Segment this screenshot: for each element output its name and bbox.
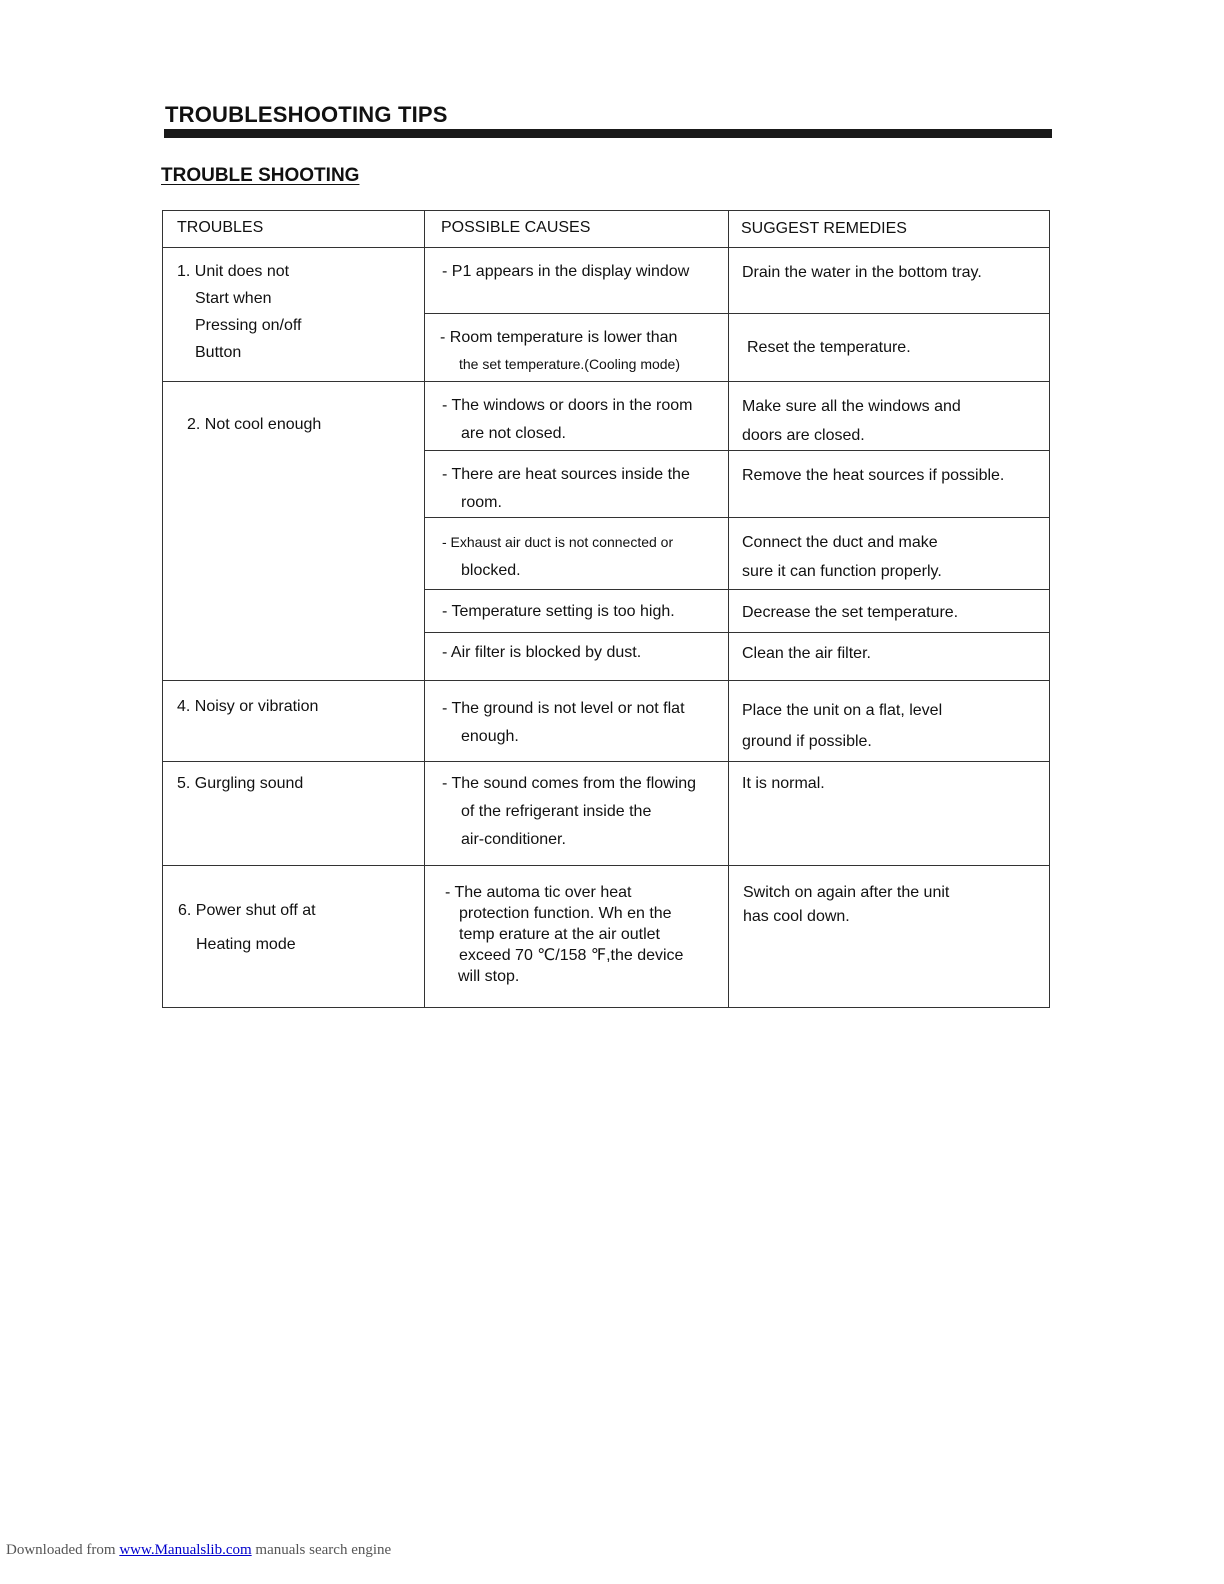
cause-line: - Temperature setting is too high. (442, 603, 675, 620)
cause-line: - Air filter is blocked by dust. (442, 644, 642, 661)
cause-line: - The automa tic over heat (445, 884, 632, 901)
section-title: TROUBLE SHOOTING (161, 165, 360, 186)
table-row (163, 382, 1050, 451)
remedy-line: Reset the temperature. (747, 339, 911, 356)
table-header-row (163, 211, 1050, 248)
remedy-cell (729, 762, 1050, 866)
trouble-cell-noisy-or-vibration (163, 681, 425, 762)
cause-cell (425, 451, 729, 518)
remedy-cell (729, 681, 1050, 762)
remedy-line: It is normal. (742, 775, 825, 792)
remedy-line: Clean the air filter. (742, 645, 871, 662)
cause-cell (425, 633, 729, 681)
remedy-cell (729, 866, 1050, 1008)
remedy-line: Switch on again after the unit (743, 884, 950, 901)
remedy-line: ground if possible. (742, 733, 872, 750)
cause-cell (425, 314, 729, 382)
cause-line: of the refrigerant inside the (461, 803, 652, 820)
cause-line: - There are heat sources inside the (442, 466, 690, 483)
cause-line: - Room temperature is lower than (440, 329, 678, 346)
remedy-line: Connect the duct and make (742, 534, 938, 551)
cause-line: are not closed. (461, 425, 566, 442)
remedy-cell (729, 382, 1050, 451)
cause-line: temp erature at the air outlet (459, 926, 660, 943)
header-troubles: TROUBLES (163, 211, 425, 248)
cause-line: will stop. (458, 968, 520, 985)
cause-line: blocked. (461, 562, 521, 579)
table-row (163, 248, 1050, 314)
trouble-cell-gurgling-sound (163, 762, 425, 866)
cause-line: enough. (461, 728, 519, 745)
cause-cell (425, 681, 729, 762)
remedy-line: sure it can function properly. (742, 563, 942, 580)
trouble-line: 2. Not cool enough (187, 416, 322, 433)
remedy-line: Drain the water in the bottom tray. (742, 264, 982, 281)
remedy-line: Place the unit on a flat, level (742, 702, 943, 719)
remedy-cell (729, 451, 1050, 518)
remedy-line: Remove the heat sources if possible. (742, 467, 1005, 484)
remedy-cell (729, 518, 1050, 590)
cause-cell (425, 518, 729, 590)
footer-prefix: Downloaded from (6, 1542, 120, 1558)
title-rule (164, 129, 1052, 138)
trouble-line: Pressing on/off (195, 317, 302, 334)
table-row (163, 866, 1050, 1008)
trouble-line: 6. Power shut off at (178, 902, 316, 919)
manualslib-link[interactable]: www.Manualslib.com (119, 1542, 252, 1558)
cause-line: air-conditioner. (461, 831, 566, 848)
page-title: TROUBLESHOOTING TIPS (165, 102, 448, 127)
remedy-cell (729, 590, 1050, 633)
cause-cell (425, 866, 729, 1008)
cause-cell (425, 762, 729, 866)
footer (6, 1542, 391, 1559)
trouble-cell-power-shut-off (163, 866, 425, 1008)
troubleshooting-table (162, 210, 1050, 1008)
trouble-line: Heating mode (196, 936, 296, 953)
remedy-line: doors are closed. (742, 427, 865, 444)
header-suggest-remedies: SUGGEST REMEDIES (729, 211, 1050, 248)
trouble-line: 5. Gurgling sound (177, 775, 304, 792)
trouble-cell-not-cool-enough (163, 382, 425, 681)
trouble-cell-unit-does-not-start (163, 248, 425, 382)
remedy-line: has cool down. (743, 908, 850, 925)
cause-line: protection function. Wh en the (459, 905, 672, 922)
remedy-cell (729, 633, 1050, 681)
cause-line: - The ground is not level or not flat (442, 700, 685, 717)
trouble-line: 1. Unit does not (177, 263, 290, 280)
trouble-line: 4. Noisy or vibration (177, 698, 319, 715)
remedy-cell (729, 248, 1050, 314)
cause-line: - P1 appears in the display window (442, 263, 690, 280)
remedy-line: Decrease the set temperature. (742, 604, 959, 621)
cause-cell (425, 590, 729, 633)
footer-suffix: manuals search engine (251, 1542, 392, 1558)
cause-line: the set temperature.(Cooling mode) (459, 356, 680, 372)
cause-line: - The sound comes from the flowing (442, 775, 697, 792)
cause-line: - Exhaust air duct is not connected or (442, 534, 674, 550)
trouble-line: Start when (195, 290, 272, 307)
cause-cell (425, 248, 729, 314)
cause-line: room. (461, 494, 502, 511)
header-possible-causes: POSSIBLE CAUSES (425, 211, 729, 248)
cause-line: - The windows or doors in the room (442, 397, 693, 414)
remedy-line: Make sure all the windows and (742, 398, 961, 415)
remedy-cell (729, 314, 1050, 382)
table-row (163, 681, 1050, 762)
table-row (163, 762, 1050, 866)
cause-line: exceed 70 ℃/158 ℉,the device (459, 947, 684, 964)
cause-cell (425, 382, 729, 451)
trouble-line: Button (195, 344, 242, 361)
